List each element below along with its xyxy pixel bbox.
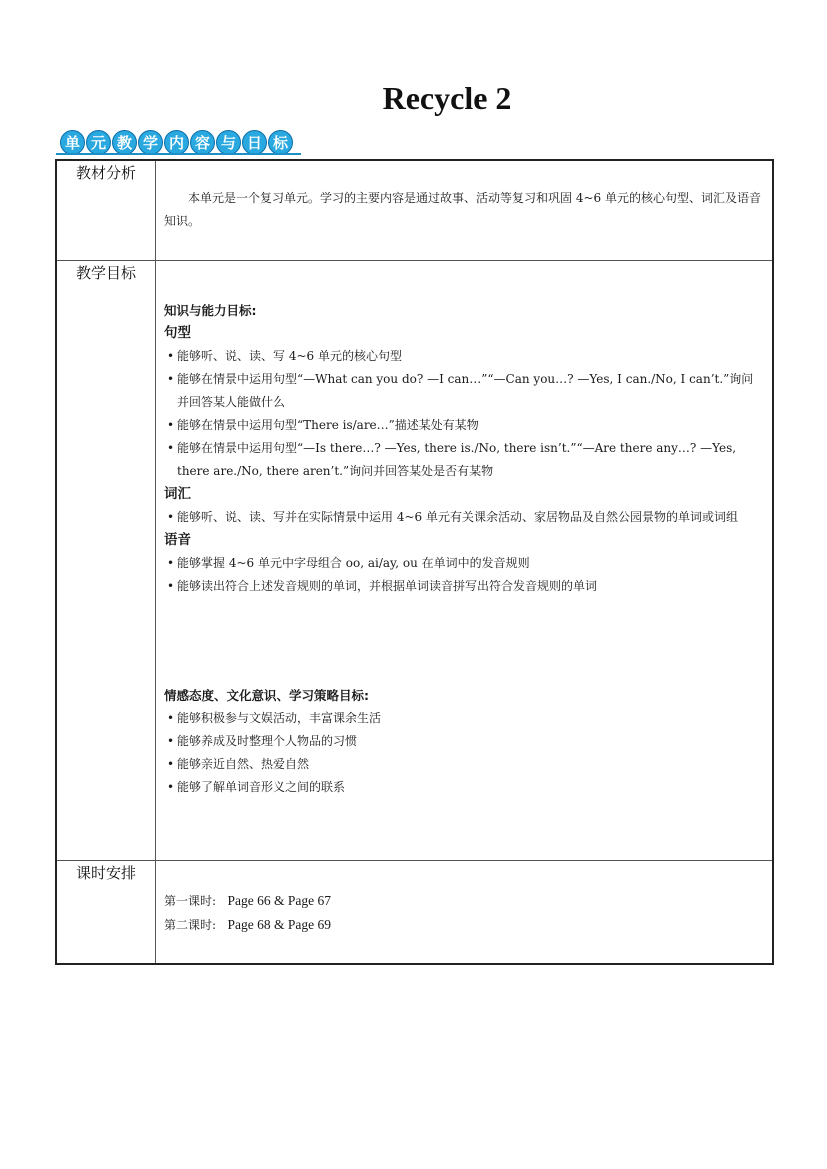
lesson-1 bbox=[164, 889, 764, 913]
phonics-item: • 能够读出符合上述发音规则的单词，并根据单词读音拼写出符合发音规则的单词 bbox=[167, 578, 598, 593]
affect-item: • 能够亲近自然、热爱自然 bbox=[167, 756, 310, 771]
section-tag-char: 单 bbox=[60, 130, 85, 155]
phonics-item: • 能够掌握 4~6 单元中字母组合 oo, ai/ay, ou 在单词中的发音规则 bbox=[167, 555, 530, 570]
affect-item: • 能够养成及时整理个人物品的习惯 bbox=[167, 733, 358, 748]
section-tag bbox=[60, 129, 293, 155]
schedule-row bbox=[56, 860, 773, 964]
sentence-item: • 能够在情景中运用句型“—What can you do? —I can…”“—Can you…? —Yes, I can./No, I can’t.”询问并回答某人能做什么 bbox=[167, 371, 754, 409]
section-tag-char: 教 bbox=[112, 130, 137, 155]
schedule-content bbox=[156, 860, 774, 964]
analysis-content bbox=[156, 160, 774, 260]
sentence-item: • 能够在情景中运用句型“—Is there…? —Yes, there is./No, there isn’t.”“—Are there any…? —Yes, there are./No, there aren’t.”询问并回答某处是否有某物 bbox=[167, 440, 737, 478]
goals-content bbox=[156, 260, 774, 860]
section-tag-char: 与 bbox=[216, 130, 241, 155]
analysis-row bbox=[56, 160, 773, 260]
goals-label: 教学目标 bbox=[56, 260, 156, 860]
section-tag-underline bbox=[56, 153, 301, 155]
lesson-1-label: 第一课时: bbox=[164, 893, 217, 908]
section-tag-char: 元 bbox=[86, 130, 111, 155]
vocab-item: • 能够听、说、读、写并在实际情景中运用 4~6 单元有关课余活动、家居物品及自然公园景物的单词或词组 bbox=[167, 509, 738, 524]
knowledge-heading: 知识与能力目标: bbox=[164, 302, 257, 318]
sentence-item: • 能够在情景中运用句型“There is/are…”描述某处有某物 bbox=[167, 417, 479, 432]
section-tag-char: 日 bbox=[242, 130, 267, 155]
section-tag-char: 容 bbox=[190, 130, 215, 155]
section-tag-char: 内 bbox=[164, 130, 189, 155]
sentence-heading: 句型 bbox=[164, 324, 191, 341]
page-title: Recycle 2 bbox=[382, 80, 512, 116]
analysis-label: 教材分析 bbox=[56, 160, 156, 260]
lesson-plan-table bbox=[55, 159, 774, 965]
sentence-item: • 能够听、说、读、写 4~6 单元的核心句型 bbox=[167, 348, 402, 363]
phonics-heading: 语音 bbox=[164, 531, 191, 548]
affect-item: • 能够积极参与文娱活动，丰富课余生活 bbox=[167, 710, 382, 725]
affect-item: • 能够了解单词音形义之间的联系 bbox=[167, 779, 346, 794]
lesson-2 bbox=[164, 913, 764, 937]
lesson-1-pages: Page 66 & Page 67 bbox=[227, 892, 331, 908]
section-tag-char: 学 bbox=[138, 130, 163, 155]
lesson-2-pages: Page 68 & Page 69 bbox=[227, 916, 331, 932]
analysis-text: 本单元是一个复习单元。学习的主要内容是通过故事、活动等复习和巩固 4~6 单元的核心句型、词汇及语音知识。 bbox=[164, 191, 761, 228]
affect-heading: 情感态度、文化意识、学习策略目标: bbox=[164, 687, 369, 703]
section-tag-char: 标 bbox=[268, 130, 293, 155]
schedule-label: 课时安排 bbox=[56, 860, 156, 964]
lesson-2-label: 第二课时: bbox=[164, 917, 217, 932]
goals-row bbox=[56, 260, 773, 860]
vocab-heading: 词汇 bbox=[164, 485, 191, 502]
